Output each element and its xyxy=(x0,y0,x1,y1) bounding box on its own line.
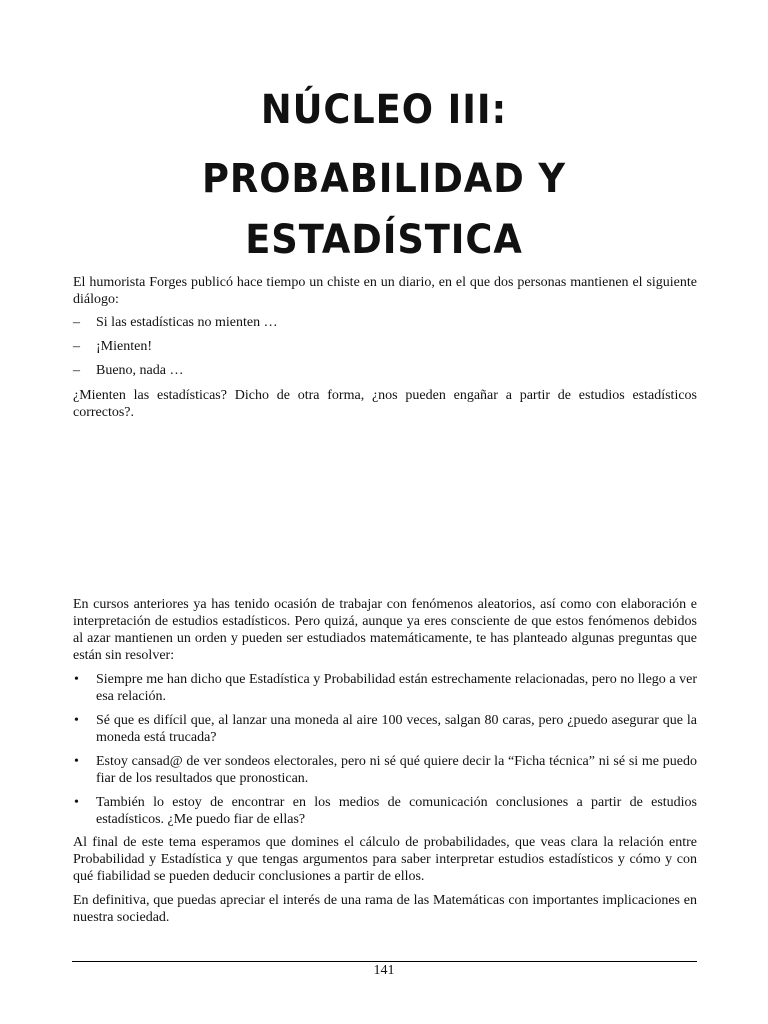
bullet-icon: • xyxy=(74,713,79,728)
dialogue-text: Bueno, nada … xyxy=(96,363,184,378)
list-item xyxy=(73,794,697,828)
dialogue-line-2 xyxy=(73,338,697,355)
dialogue-line-1 xyxy=(73,314,697,331)
body-paragraph-3: En definitiva, que puedas apreciar el interés de una rama de las Matemáticas con importantes implicaciones en nuestra sociedad. xyxy=(73,893,697,925)
question-paragraph: ¿Mienten las estadísticas? Dicho de otra forma, ¿nos pueden engañar a partir de estudios estadísticos correctos?. xyxy=(73,388,697,420)
bullet-icon: • xyxy=(74,795,79,810)
dash-mark: – xyxy=(73,363,80,378)
list-item-text: También lo estoy de encontrar en los medios de comunicación conclusiones a partir de estudios estadísticos. ¿Me puedo fiar de ellas? xyxy=(96,795,697,827)
dialogue-line-3 xyxy=(73,362,697,379)
dash-mark: – xyxy=(73,315,80,330)
page-number: 141 xyxy=(373,963,395,978)
title-line-3: ESTADÍSTICA xyxy=(245,217,523,263)
list-item-text: Sé que es difícil que, al lanzar una moneda al aire 100 veces, salgan 80 caras, pero ¿puedo asegurar que la moneda está trucada? xyxy=(96,713,697,745)
title-line-1: NÚCLEO III: xyxy=(260,87,508,133)
bullet-icon: • xyxy=(74,754,79,769)
questions-list xyxy=(73,671,697,835)
body-paragraph-1: En cursos anteriores ya has tenido ocasión de trabajar con fenómenos aleatorios, así como con elaboración e interpretación de estudios estadísticos. Pero quizá, aunque ya eres consciente de que estos fenómenos debidos al azar mantienen un orden y pueden ser estudiados matemáticamente, te has planteado algunas preguntas que están sin resolver: xyxy=(73,597,697,663)
body-paragraph-2: Al final de este tema esperamos que domines el cálculo de probabilidades, que veas clara la relación entre Probabilidad y Estadística y que tengas argumentos para saber interpretar estudios estadísticos y cómo y con qué fiabilidad se pueden deducir conclusiones a partir de ellos. xyxy=(73,835,697,884)
list-item xyxy=(73,753,697,787)
list-item xyxy=(73,712,697,746)
list-item-text: Siempre me han dicho que Estadística y Probabilidad están estrechamente relacionadas, pero no llego a ver esa relación. xyxy=(96,672,697,704)
list-item xyxy=(73,671,697,705)
intro-paragraph: El humorista Forges publicó hace tiempo un chiste en un diario, en el que dos personas mantienen el siguiente diálogo: xyxy=(73,275,697,307)
dialogue-text: Si las estadísticas no mienten … xyxy=(96,315,278,330)
bullet-icon: • xyxy=(74,672,79,687)
dialogue-text: ¡Mienten! xyxy=(96,339,152,354)
title-line-2: PROBABILIDAD Y xyxy=(202,156,566,202)
dash-mark: – xyxy=(73,339,80,354)
list-item-text: Estoy cansad@ de ver sondeos electorales, pero ni sé qué quiere decir la “Ficha técnica” ni sé si me puedo fiar de los resultados que pronostican. xyxy=(96,754,697,786)
